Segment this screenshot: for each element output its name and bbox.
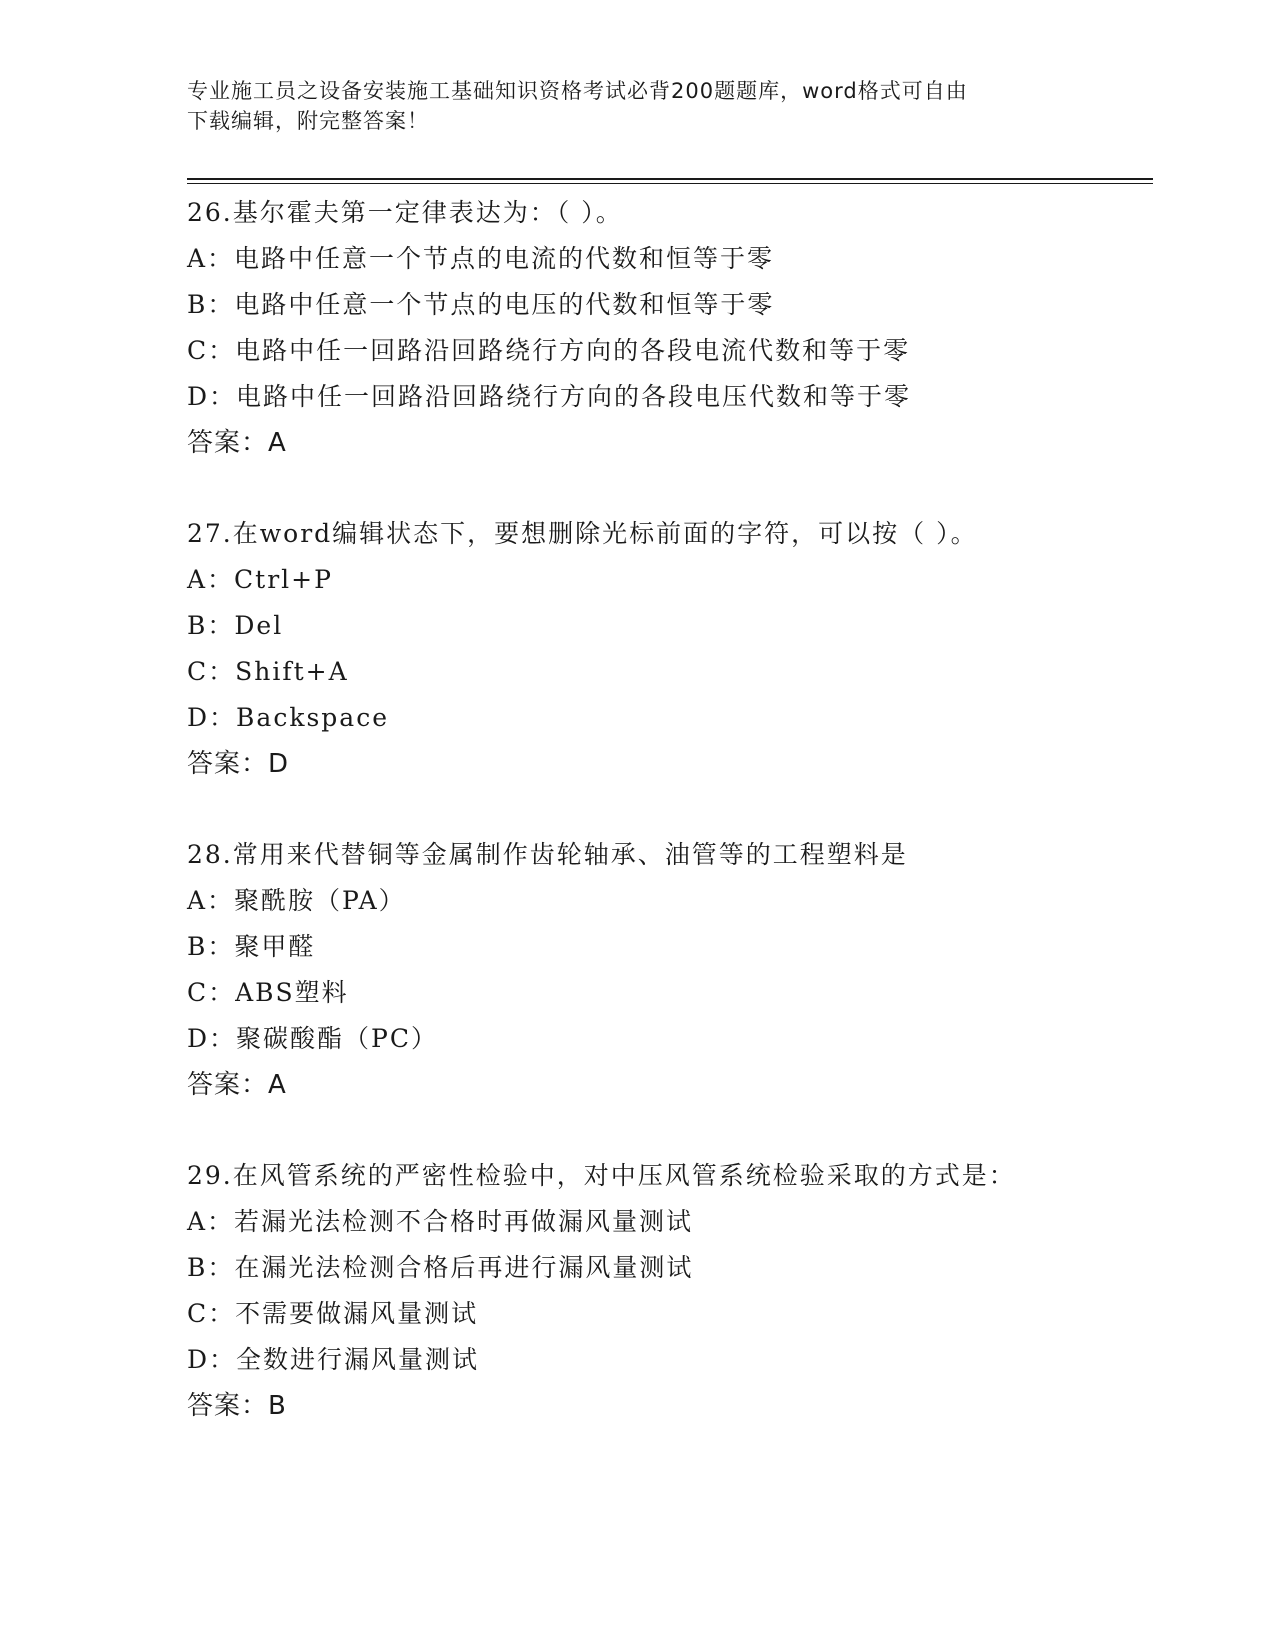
option-a: A：Ctrl+P — [187, 565, 333, 594]
option-d: D：电路中任一回路沿回路绕行方向的各段电压代数和等于零 — [187, 382, 912, 411]
option-c: C：不需要做漏风量测试 — [187, 1299, 479, 1328]
answer-label: 答案：A — [187, 1070, 287, 1100]
question-27 — [187, 511, 1147, 787]
option-b: B：电路中任意一个节点的电压的代数和恒等于零 — [187, 290, 775, 319]
option-b: B：Del — [187, 611, 284, 640]
question-26 — [187, 190, 1147, 466]
answer-label: 答案：A — [187, 428, 287, 458]
option-c: C：Shift+A — [187, 657, 349, 686]
header-divider-thin — [187, 183, 1153, 184]
option-d: D：全数进行漏风量测试 — [187, 1345, 480, 1374]
option-b: B：聚甲醛 — [187, 932, 316, 961]
question-stem: 26.基尔霍夫第一定律表达为：（ ）。 — [187, 198, 623, 227]
document-header — [187, 76, 1067, 136]
question-list — [187, 190, 1147, 1474]
question-29 — [187, 1153, 1147, 1429]
answer-label: 答案：B — [187, 1391, 287, 1421]
question-stem: 27.在word编辑状态下，要想删除光标前面的字符，可以按（ ）。 — [187, 519, 978, 548]
question-stem: 28.常用来代替铜等金属制作齿轮轴承、油管等的工程塑料是 — [187, 840, 908, 869]
option-a: A：聚酰胺（PA） — [187, 886, 406, 915]
answer-label: 答案：D — [187, 749, 290, 779]
question-stem: 29.在风管系统的严密性检验中，对中压风管系统检验采取的方式是： — [187, 1161, 1016, 1190]
option-b: B：在漏光法检测合格后再进行漏风量测试 — [187, 1253, 694, 1282]
header-line-2: 下载编辑，附完整答案！ — [187, 109, 429, 133]
option-c: C：电路中任一回路沿回路绕行方向的各段电流代数和等于零 — [187, 336, 911, 365]
header-line-1: 专业施工员之设备安装施工基础知识资格考试必背200题题库，word格式可自由 — [187, 79, 968, 103]
option-c: C：ABS塑料 — [187, 978, 349, 1007]
header-divider-thick — [187, 178, 1153, 180]
question-28 — [187, 832, 1147, 1108]
option-a: A：电路中任意一个节点的电流的代数和恒等于零 — [187, 244, 775, 273]
option-d: D：Backspace — [187, 703, 390, 732]
option-d: D：聚碳酸酯（PC） — [187, 1024, 438, 1053]
option-a: A：若漏光法检测不合格时再做漏风量测试 — [187, 1207, 694, 1236]
